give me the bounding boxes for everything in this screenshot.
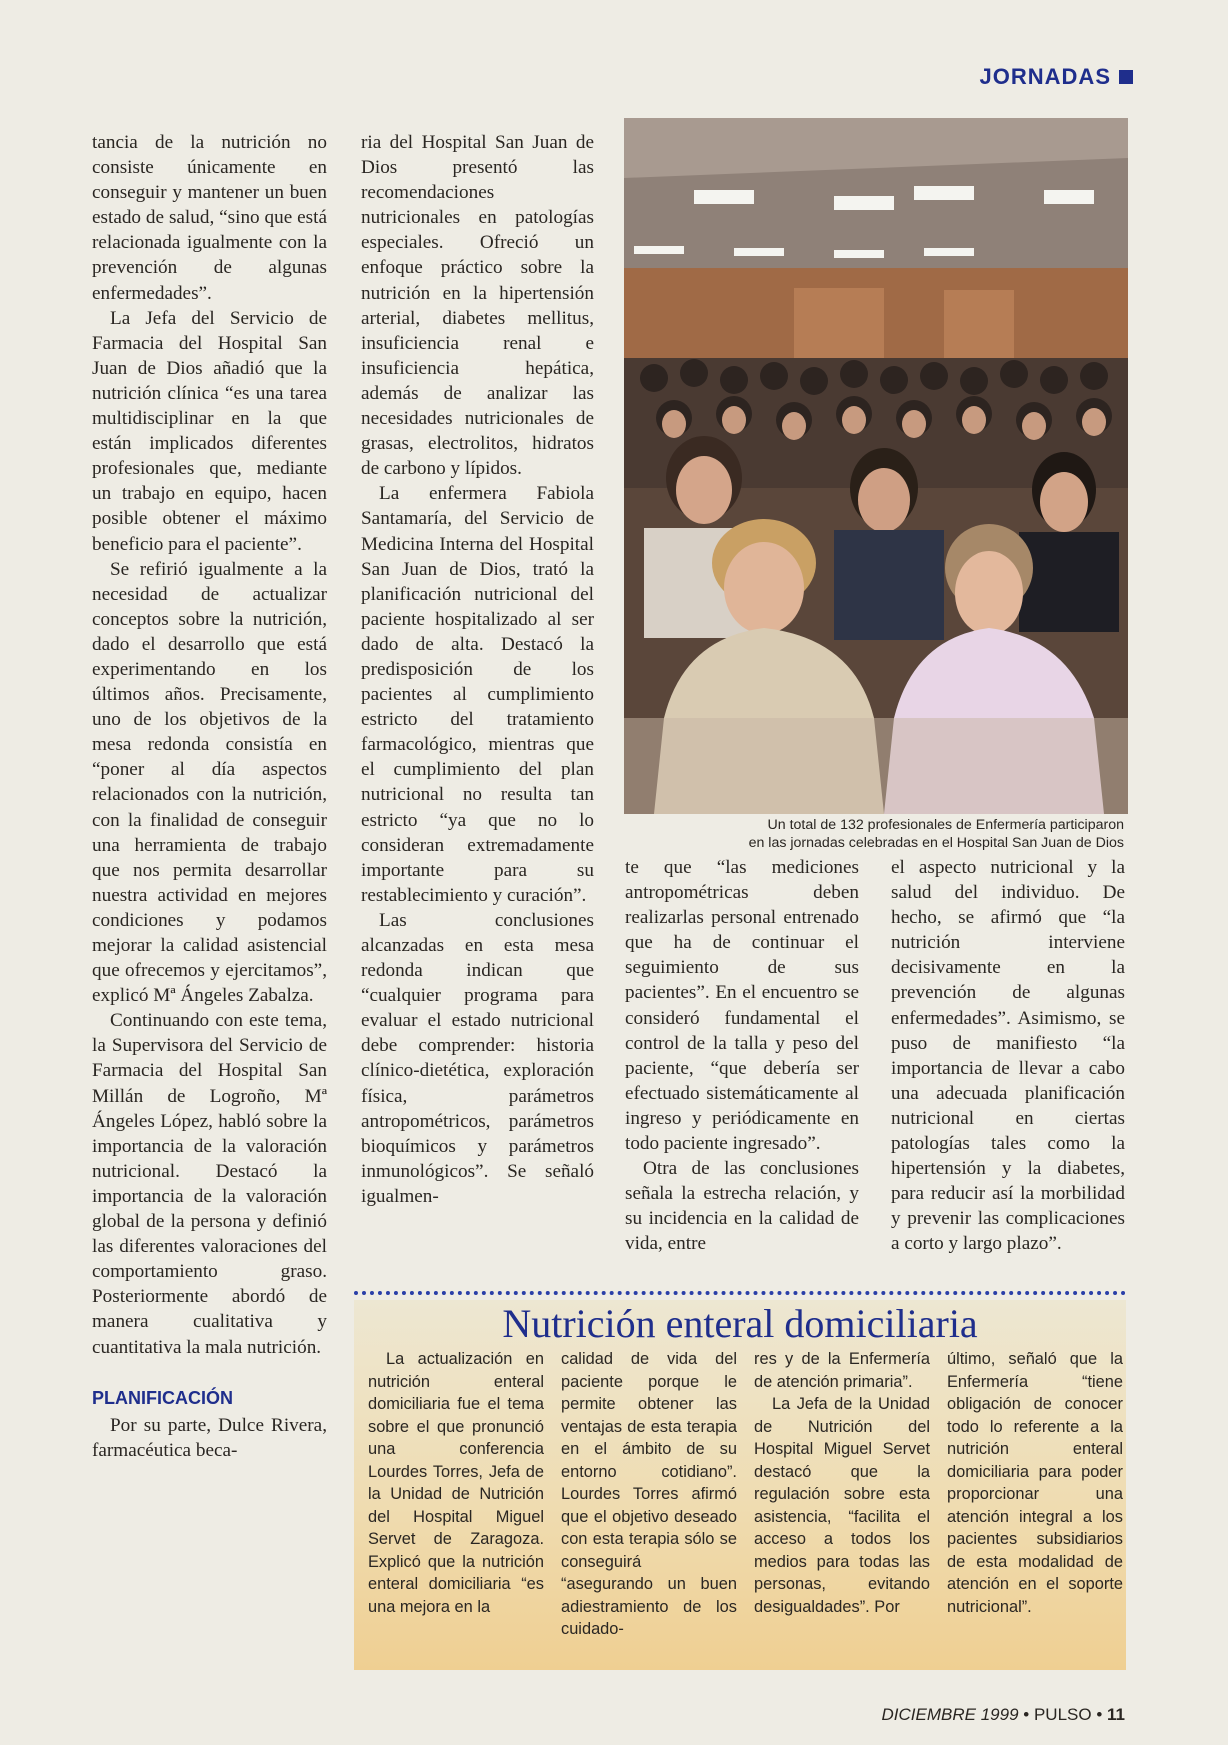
article-column-4	[891, 855, 1125, 1257]
square-bullet-icon	[1119, 70, 1133, 84]
audience-photo	[624, 118, 1128, 814]
sidebar-column-2	[561, 1348, 737, 1641]
sidebar-title: Nutrición enteral domiciliaria	[502, 1301, 978, 1346]
paragraph: te que “las mediciones antropométricas deben realizarlas personal entrenado que ha de continuar el seguimiento de sus pacientes”. En el encuentro se consideró fundamental el control de la talla y peso del paciente, “que debería ser efectuado sistemáticamente al ingreso y periódicamente en todo paciente ingresado”.	[625, 857, 859, 1155]
paragraph: Las conclusiones alcanzadas en esta mesa redonda indican que “cualquier programa para evaluar el estado nutricional debe comprender: historia clínico-dietética, exploración física, parámetros antropométricos, parámetros bioquímicos y parámetros inmunológicos”. Se señaló igualmen-	[361, 909, 594, 1207]
bullet-separator: •	[1023, 1705, 1034, 1724]
sidebar-column-1	[368, 1348, 544, 1618]
article-column-1	[92, 130, 327, 1463]
subheading-planificacion: PLANIFICACIÓN	[92, 1387, 233, 1408]
paragraph: Continuando con este tema, la Supervisora del Servicio de Farmacia del Hospital San Millán de Logroño, Mª Ángeles López, habló sobre la importancia de la valoración nutricional. Destacó la importancia de la valoración global de la persona y definió las diferentes valoraciones del comportamiento graso. Posteriormente abordó de manera cualitativa y cuantitativa la mala nutrición.	[92, 1010, 327, 1358]
article-column-3	[625, 855, 859, 1257]
issue-date: DICIEMBRE 1999	[881, 1705, 1019, 1724]
magazine-name: PULSO	[1033, 1705, 1092, 1724]
sidebar-box	[354, 1300, 1126, 1670]
sidebar-column-4	[947, 1348, 1123, 1618]
paragraph: Por su parte, Dulce Rivera, farmacéutica beca-	[92, 1414, 327, 1461]
paragraph: La Jefa del Servicio de Farmacia del Hospital San Juan de Dios añadió que la nutrición clínica “es una tarea multidisciplinar en la que están implicados diferentes profesionales que, mediante un trabajo en equipo, hacen posible obtener el máximo beneficio para el paciente”.	[92, 307, 327, 555]
section-label: JORNADAS	[979, 64, 1111, 89]
paragraph: último, señaló que la Enfermería “tiene obligación de conocer todo lo referente a la nutrición enteral domiciliaria para poder proporcionar una atención integral a los pacientes subsidiarios de esta modalidad de atención en el soporte nutricional”.	[947, 1350, 1123, 1616]
paragraph: La Jefa de la Unidad de Nutrición del Hospital Miguel Servet destacó que la regulación sobre esta asistencia, “facilita el acceso a todos los medios para todas las personas, evitando desigualdades”. Por	[754, 1395, 930, 1616]
page-number: 11	[1107, 1705, 1125, 1724]
sidebar-column-3	[754, 1348, 930, 1618]
section-tag	[980, 64, 1133, 90]
paragraph: ria del Hospital San Juan de Dios presentó las recomendaciones nutricionales en patologías especiales. Ofreció un enfoque práctico sobre la nutrición en la hipertensión arterial, diabetes mellitus, insuficiencia renal e insuficiencia hepática, además de analizar las necesidades nutricionales de grasas, electrolitos, hidratos de carbono y lípidos.	[361, 132, 594, 480]
paragraph: Se refirió igualmente a la necesidad de actualizar conceptos sobre la nutrición, dado el desarrollo que está experimentando en los últimos años. Precisamente, uno de los objetivos de la mesa redonda consistía en “poner al día aspectos relacionados con la nutrición, con la finalidad de conseguir una herramienta de trabajo que nos permita desarrollar nuestra actividad en mejores condiciones y podamos mejorar la calidad asistencial que ofrecemos y ejercitamos”, explicó Mª Ángeles Zabalza.	[92, 558, 327, 1007]
dotted-divider	[354, 1291, 1126, 1295]
page-footer	[882, 1705, 1125, 1725]
paragraph: res y de la Enfermería de atención primaria”.	[754, 1350, 930, 1391]
caption-line: en las jornadas celebradas en el Hospital San Juan de Dios	[748, 835, 1124, 851]
paragraph: La enfermera Fabiola Santamaría, del Servicio de Medicina Interna del Hospital San Juan de Dios, trató la planificación nutricional del paciente hospitalizado al ser dado de alta. Destacó la predisposición de los pacientes al cumplimiento estricto del tratamiento farmacológico, mientras que el cumplimiento del plan nutricional no resulta tan estricto “ya que no lo consideran extremadamente importante para su restablecimiento y curación”.	[361, 483, 594, 906]
paragraph: La actualización en nutrición enteral domiciliaria fue el tema sobre el que pronunció una conferencia Lourdes Torres, Jefa de la Unidad de Nutrición del Hospital Miguel Servet de Zaragoza. Explicó que la nutrición enteral domiciliaria “es una mejora en la	[368, 1350, 544, 1616]
paragraph: Otra de las conclusiones señala la estrecha relación, y su incidencia en la calidad de vida, entre	[625, 1158, 859, 1255]
photo-illustration	[624, 118, 1128, 814]
caption-line: Un total de 132 profesionales de Enfermería participaron	[767, 817, 1124, 833]
paragraph: el aspecto nutricional y la salud del individuo. De hecho, se afirmó que “la nutrición interviene decisivamente en la prevención de algunas enfermedades”. Asimismo, se puso de manifiesto “la importancia de llevar a cabo una adecuada planificación nutricional en ciertas patologías tales como la hipertensión y la diabetes, para reducir así la morbilidad y prevenir las complicaciones a corto y largo plazo”.	[891, 857, 1125, 1255]
paragraph: tancia de la nutrición no consiste únicamente en conseguir y mantener un buen estado de salud, “sino que está relacionada igualmente con la prevención de algunas enfermedades”.	[92, 132, 327, 304]
article-column-2	[361, 130, 594, 1209]
bullet-separator: •	[1096, 1705, 1108, 1724]
photo-caption	[624, 816, 1124, 852]
paragraph: calidad de vida del paciente porque le permite obtener las ventajas de esta terapia en el ámbito de su entorno cotidiano”. Lourdes Torres afirmó que el objetivo deseado con esta terapia sólo se conseguirá “asegurando un buen adiestramiento de los cuidado-	[561, 1350, 737, 1638]
